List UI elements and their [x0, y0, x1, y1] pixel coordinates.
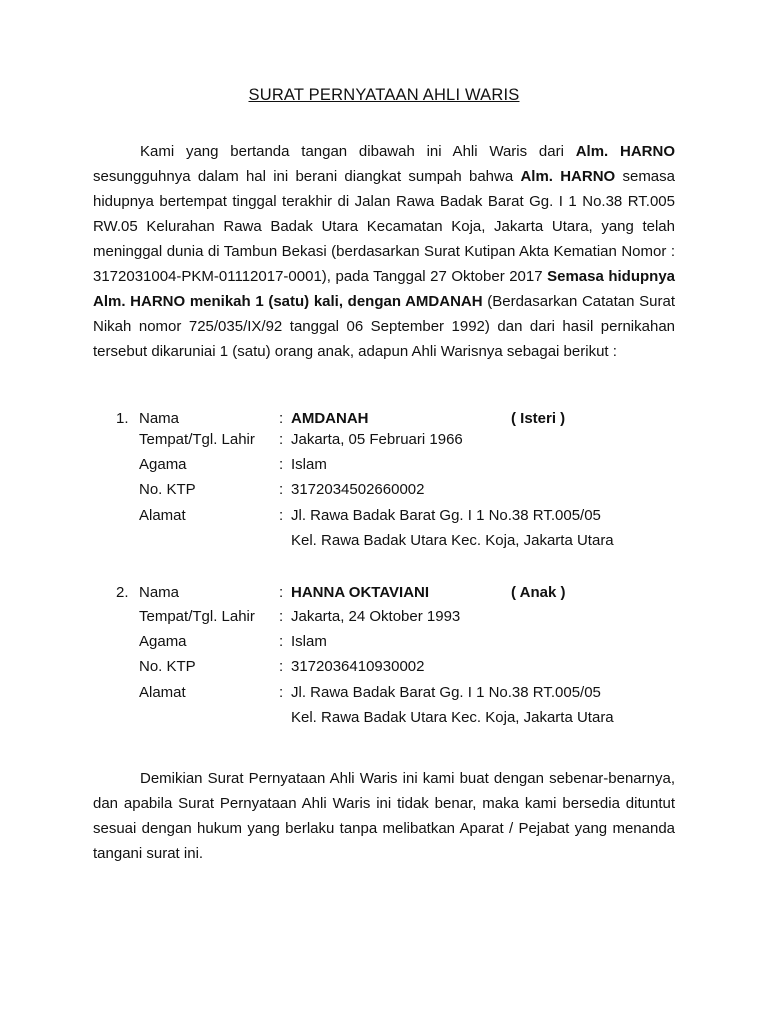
heir-number: 2.	[116, 584, 129, 601]
label-ktp: No. KTP	[139, 481, 196, 498]
closing-paragraph	[93, 766, 675, 866]
label-nama: Nama	[139, 584, 180, 601]
label-agama: Agama	[139, 633, 187, 650]
label-ttl: Tempat/Tgl. Lahir	[139, 608, 255, 625]
heir-number: 1.	[116, 410, 129, 427]
colon: :	[279, 456, 284, 473]
document-title: SURAT PERNYATAAN AHLI WARIS	[248, 86, 520, 104]
colon: :	[279, 608, 284, 625]
heir-ktp: 3172036410930002	[291, 658, 425, 675]
label-alamat: Alamat	[139, 507, 186, 524]
heir-religion: Islam	[291, 633, 327, 650]
colon: :	[279, 431, 284, 448]
intro-bold-3: Semasa hidupnya Alm. HARNO menikah 1 (satu) kali, dengan AMDANAH	[93, 268, 676, 310]
heir-address-line-2: Kel. Rawa Badak Utara Kec. Koja, Jakarta Utara	[291, 532, 614, 549]
intro-text-2: sesungguhnya dalam hal ini berani diangkat sumpah bahwa	[93, 168, 521, 185]
intro-bold-1: Alm. HARNO	[575, 143, 676, 160]
heir-address-line-1: Jl. Rawa Badak Barat Gg. I 1 No.38 RT.005/05	[291, 507, 601, 524]
heir-name: HANNA OKTAVIANI	[291, 584, 430, 601]
label-agama: Agama	[139, 456, 187, 473]
heir-address-line-1: Jl. Rawa Badak Barat Gg. I 1 No.38 RT.005/05	[291, 684, 601, 701]
colon: :	[279, 658, 284, 675]
label-nama: Nama	[139, 410, 180, 427]
colon: :	[279, 507, 284, 524]
label-alamat: Alamat	[139, 684, 186, 701]
heir-address-line-2: Kel. Rawa Badak Utara Kec. Koja, Jakarta Utara	[291, 709, 614, 726]
colon: :	[279, 584, 284, 601]
label-ttl: Tempat/Tgl. Lahir	[139, 431, 255, 448]
heir-ktp: 3172034502660002	[291, 481, 425, 498]
intro-paragraph	[93, 139, 675, 364]
colon: :	[279, 481, 284, 498]
heir-role: ( Isteri )	[511, 410, 566, 427]
heir-role: ( Anak )	[511, 584, 566, 601]
heir-birth: Jakarta, 05 Februari 1966	[291, 431, 463, 448]
intro-text-3: semasa hidupnya bertempat tinggal terakhir di Jalan Rawa Badak Barat Gg. I 1 No.38 RT.005 RW.05 Kelurahan Rawa Badak Utara Kecamatan Koja, Jakarta Utara, yang telah meninggal dunia di Tambun Bekasi (berdasarkan Surat Kutipan Akta Kematian Nomor : 3172031004-PKM-01112017-0001), pada Tanggal 27 Oktober 2017	[93, 168, 675, 285]
colon: :	[279, 684, 284, 701]
intro-bold-2: Alm. HARNO	[520, 168, 616, 185]
colon: :	[279, 410, 284, 427]
intro-text-4: (Berdasarkan Catatan Surat Nikah nomor 725/035/IX/92 tanggal 06 September 1992) dan dari hasil pernikahan tersebut dikaruniai 1 (satu) orang anak, adapun Ahli Warisnya sebagai berikut :	[93, 293, 675, 360]
intro-text-1: Kami yang bertanda tangan dibawah ini Ahli Waris dari	[140, 143, 576, 160]
heir-birth: Jakarta, 24 Oktober 1993	[291, 608, 461, 625]
heir-religion: Islam	[291, 456, 327, 473]
colon: :	[279, 633, 284, 650]
closing-text: Demikian Surat Pernyataan Ahli Waris ini kami buat dengan sebenar-benarnya, dan apabila Surat Pernyataan Ahli Waris ini tidak benar, maka kami bersedia dituntut sesuai dengan hukum yang berlaku tanpa melibatkan Aparat / Pejabat yang menanda tangani surat ini.	[93, 770, 675, 862]
heir-name: AMDANAH	[291, 410, 369, 427]
label-ktp: No. KTP	[139, 658, 196, 675]
